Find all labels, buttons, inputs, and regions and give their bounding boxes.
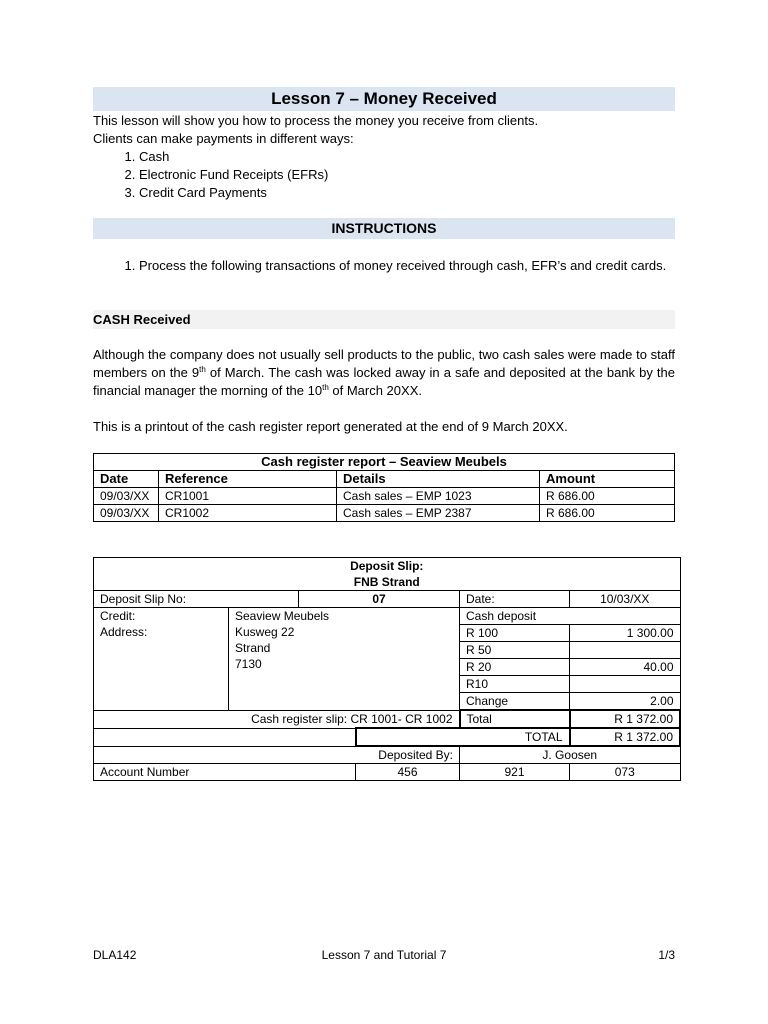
paragraph-text-2: of March. The cash was locked away in a safe and deposited at the bank by the financial manager the morning of the 10	[93, 365, 675, 398]
cash-deposit-label: Cash deposit	[460, 608, 681, 625]
deposit-slip-table	[93, 557, 681, 781]
cell: CR1001	[159, 488, 337, 505]
denomination-label: R10	[460, 676, 570, 693]
footer-page-number: 1/3	[658, 948, 675, 962]
account-number-label: Account Number	[94, 764, 356, 781]
superscript: th	[199, 365, 206, 374]
address-block	[229, 608, 460, 711]
cell: Cash sales – EMP 1023	[337, 488, 540, 505]
deposited-by-label: Deposited By:	[94, 746, 460, 764]
date-value: 10/03/XX	[570, 591, 681, 608]
register-caption: Cash register report – Seaview Meubels	[94, 454, 675, 471]
cell: R 686.00	[540, 488, 675, 505]
printout-text: This is a printout of the cash register report generated at the end of 9 March 20XX.	[93, 419, 568, 434]
instructions-heading: INSTRUCTIONS	[93, 218, 675, 239]
total-value: R 1 372.00	[570, 710, 681, 728]
denomination-amount	[570, 676, 681, 693]
credit-label: Credit:	[100, 609, 136, 623]
account-part: 921	[460, 764, 570, 781]
slip-no-label: Deposit Slip No:	[94, 591, 299, 608]
intro-section	[93, 112, 675, 202]
credit-address-labels	[94, 608, 229, 711]
denomination-label: Change	[460, 693, 570, 711]
denomination-amount: 1 300.00	[570, 625, 681, 642]
cash-paragraph	[93, 346, 675, 400]
deposit-title-line-2: FNB Strand	[353, 575, 420, 589]
table-row	[94, 505, 675, 522]
total-caps-label: TOTAL	[356, 728, 570, 746]
account-part: 456	[356, 764, 460, 781]
column-header: Reference	[159, 471, 337, 488]
date-label: Date:	[460, 591, 570, 608]
deposit-title-line-1: Deposit Slip:	[350, 559, 424, 573]
cell: CR1002	[159, 505, 337, 522]
intro-line-1: This lesson will show you how to process the money you receive from clients.	[93, 113, 539, 128]
denomination-amount: 2.00	[570, 693, 681, 711]
cash-register-table	[93, 453, 675, 522]
denomination-amount: 40.00	[570, 659, 681, 676]
address-line: Kusweg 22	[235, 625, 295, 639]
cell: 09/03/XX	[94, 505, 159, 522]
denomination-label: R 100	[460, 625, 570, 642]
cell: Cash sales – EMP 2387	[337, 505, 540, 522]
denomination-label: R 20	[460, 659, 570, 676]
superscript: th	[322, 383, 329, 392]
table-row	[94, 488, 675, 505]
cash-received-heading: CASH Received	[93, 310, 675, 329]
column-header: Date	[94, 471, 159, 488]
column-header: Details	[337, 471, 540, 488]
cell: 09/03/XX	[94, 488, 159, 505]
instruction-list	[93, 257, 721, 275]
paragraph-text-3: of March 20XX.	[328, 383, 422, 398]
paragraph-text-1: Although the company does not usually sell products to the public, two cash sales were made to staff members on the 9	[93, 347, 675, 380]
table-header-row	[94, 471, 675, 488]
list-item: 1. Cash	[139, 148, 675, 166]
page-footer	[93, 948, 675, 964]
list-item: 2. Electronic Fund Receipts (EFRs)	[139, 166, 675, 184]
list-item: 3. Credit Card Payments	[139, 184, 675, 202]
intro-line-2: Clients can make payments in different ways:	[93, 131, 354, 146]
account-part: 073	[570, 764, 681, 781]
address-line: Seaview Meubels	[235, 609, 330, 623]
column-header: Amount	[540, 471, 675, 488]
instruction-item: 1. Process the following transactions of money received through cash, EFR’s and credit cards.	[139, 257, 721, 275]
footer-course-code: DLA142	[93, 948, 137, 962]
address-line: 7130	[235, 657, 262, 671]
deposited-by-value: J. Goosen	[460, 746, 681, 764]
address-label: Address:	[100, 625, 148, 639]
denomination-amount	[570, 642, 681, 659]
address-line: Strand	[235, 641, 271, 655]
register-slip-ref: Cash register slip: CR 1001- CR 1002	[94, 710, 460, 728]
cell: R 686.00	[540, 505, 675, 522]
slip-no-value: 07	[299, 591, 460, 608]
deposit-slip-title	[94, 558, 681, 591]
lesson-title: Lesson 7 – Money Received	[93, 87, 675, 111]
footer-title: Lesson 7 and Tutorial 7	[321, 948, 447, 962]
total-caps-value: R 1 372.00	[570, 728, 681, 746]
payment-methods-list	[93, 148, 675, 202]
total-label: Total	[460, 710, 570, 728]
blank-cell	[94, 728, 356, 746]
denomination-label: R 50	[460, 642, 570, 659]
